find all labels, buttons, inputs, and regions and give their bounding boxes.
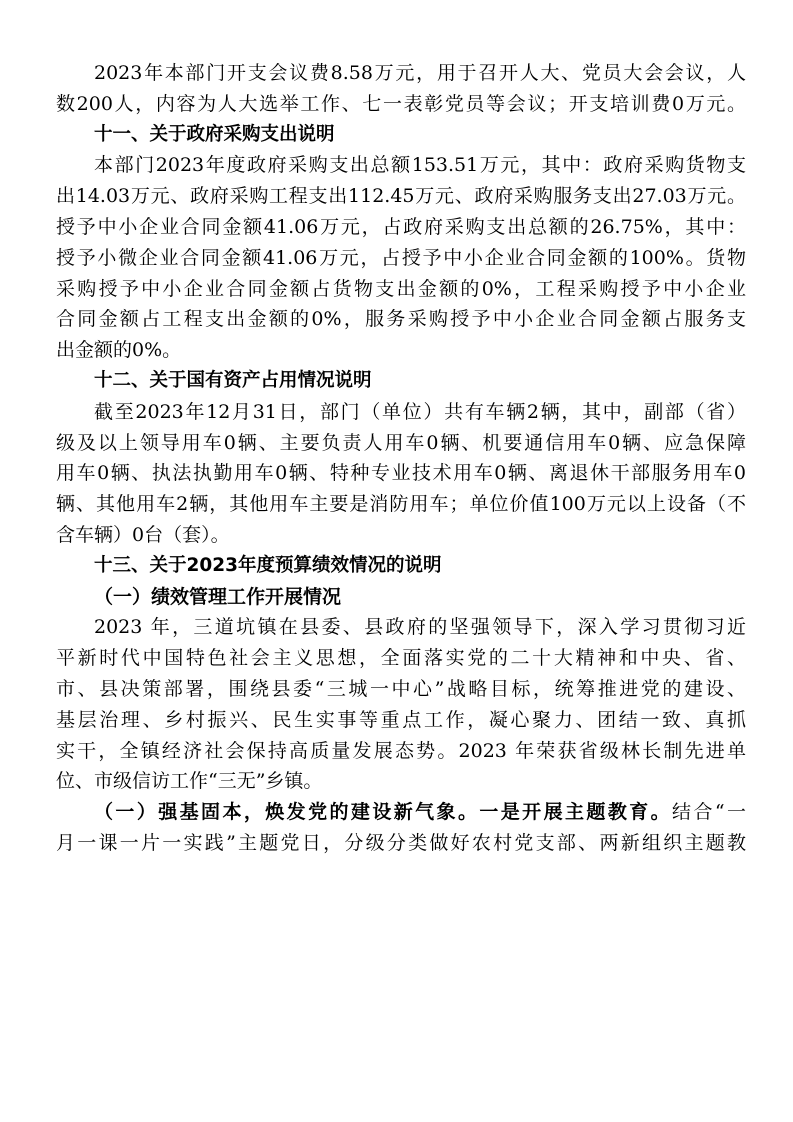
text-line-mixed [56,797,746,828]
section-heading: 十一、关于政府采购支出说明 [94,123,335,145]
text-line: 出金额的0%。 [56,339,182,362]
text-line: 数200人，内容为人大选举工作、七一表彰党员等会议；开支培训费0万元。 [56,92,746,115]
text-line: 市、县决策部署，围绕县委“三城一中心”战略目标，统筹推进党的建设、 [56,677,746,700]
text-line: 级及以上领导用车0辆、主要负责人用车0辆、机要通信用车0辆、应急保障 [56,431,746,454]
document-page [56,58,746,859]
text-line: 基层治理、乡村振兴、民生实事等重点工作，凝心聚力、团结一致、真抓 [56,708,746,731]
text-line: 合同金额占工程支出金额的0%，服务采购授予中小企业合同金额占服务支 [56,308,746,331]
text-line: 辆、其他用车2辆，其他用车主要是消防用车；单位价值100万元以上设备（不 [56,493,746,516]
text-line: 平新时代中国特色社会主义思想，全面落实党的二十大精神和中央、省、 [56,647,746,670]
text-line: 2023年本部门开支会议费8.58万元，用于召开人大、党员大会会议，人 [94,62,746,84]
text-line: 用车0辆、执法执勤用车0辆、特种专业技术用车0辆、离退休干部服务用车0 [56,462,746,485]
text-line: 本部门2023年度政府采购支出总额153.51万元，其中：政府采购货物支 [94,154,746,177]
bold-run: （一）强基固本，焕发党的建设新气象。一是开展主题教育。 [94,801,673,824]
normal-run: 结合“一 [672,801,746,824]
text-line: 截至2023年12月31日，部门（单位）共有车辆2辆，其中，副部（省） [94,400,746,423]
text-line: 含车辆）0台（套）。 [56,523,230,546]
text-line: 出14.03万元、政府采购工程支出112.45万元、政府采购服务支出27.03万元。 [56,185,746,208]
section-heading: 十二、关于国有资产占用情况说明 [94,369,372,391]
text-line: 月一课一片一实践”主题党日，分级分类做好农村党支部、两新组织主题教 [56,831,746,854]
text-line: 实干，全镇经济社会保持高质量发展态势。2023 年荣获省级林长制先进单 [56,739,746,762]
text-line: 2023 年，三道坑镇在县委、县政府的坚强领导下，深入学习贯彻习近 [94,616,746,639]
text-line: 位、市级信访工作“三无”乡镇。 [56,770,323,793]
text-line: 授予小微企业合同金额41.06万元，占授予中小企业合同金额的100%。货物 [56,246,746,269]
subsection-heading: （一）绩效管理工作开展情况 [94,585,342,608]
text-line: 授予中小企业合同金额41.06万元，占政府采购支出总额的26.75%，其中： [56,215,746,238]
text-line: 采购授予中小企业合同金额占货物支出金额的0%，工程采购授予中小企业 [56,277,746,300]
section-heading: 十三、关于2023年度预算绩效情况的说明 [94,554,442,576]
